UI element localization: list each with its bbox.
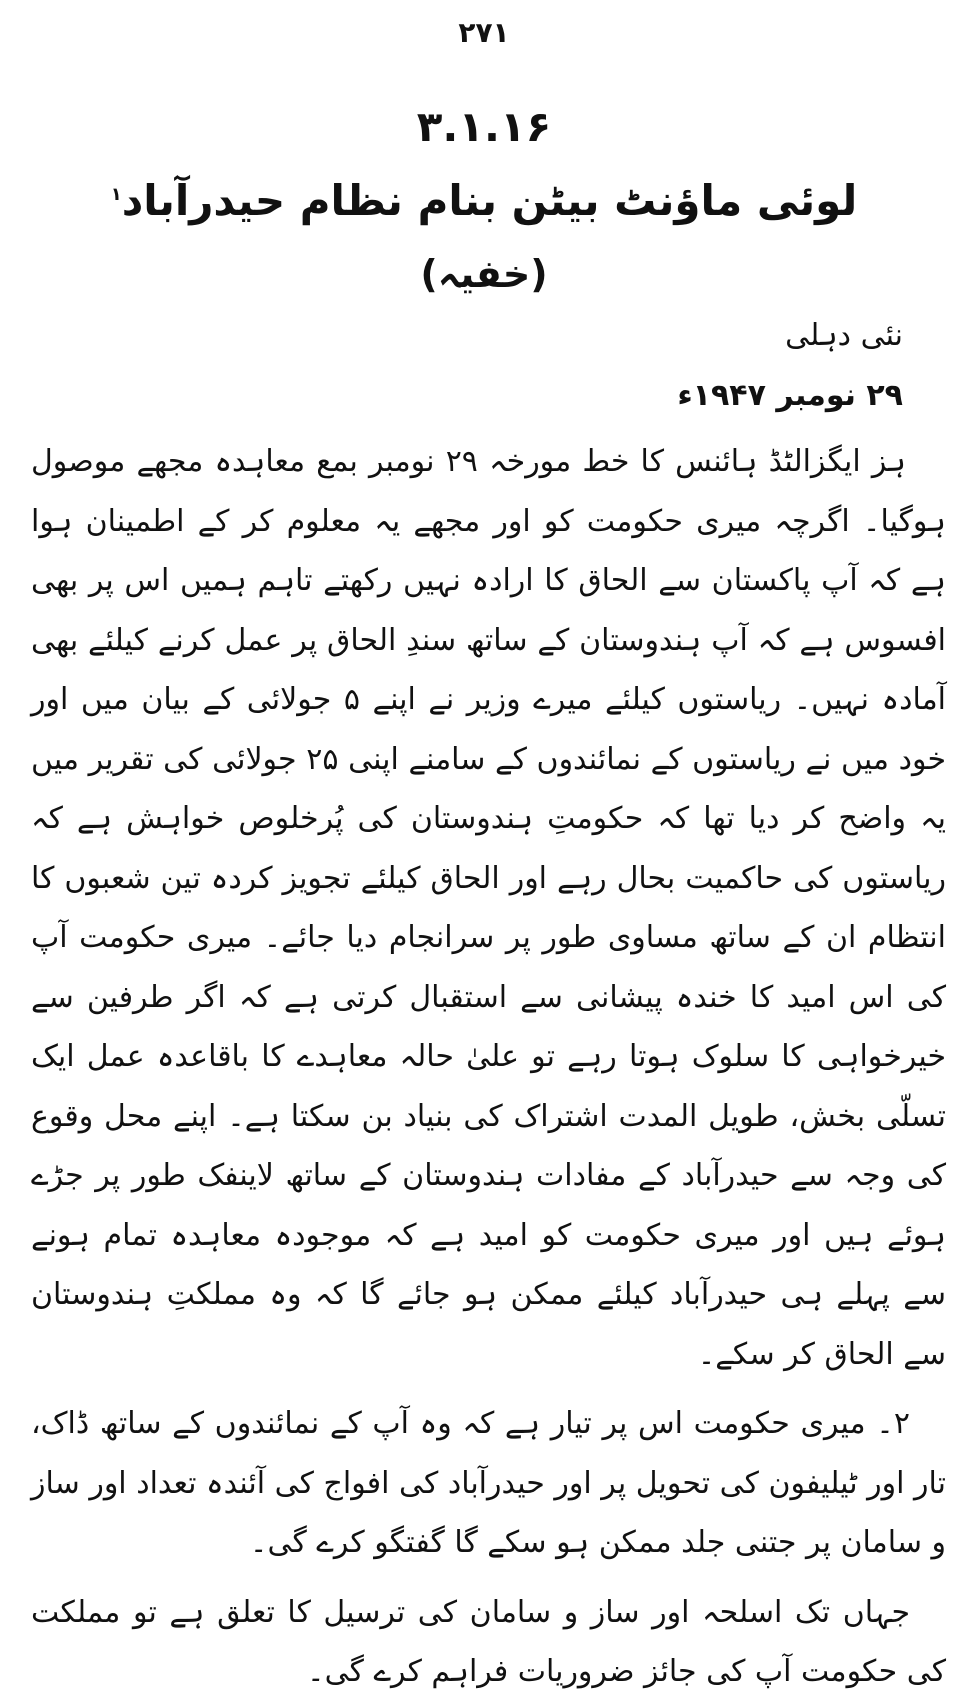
date-line: ۲۹ نومبر ۱۹۴۷ء: [677, 378, 903, 413]
paragraph-3: جہاں تک اسلحہ اور ساز و سامان کی ترسیل کا تعلق ہے تو مملکت کی حکومت آپ کی جائز ضروریات فراہم کرے گی۔: [31, 1594, 946, 1689]
classification-label: (خفیہ): [420, 252, 548, 296]
document-title-text: لوئی ماؤنٹ بیٹن بنام نظام حیدرآباد: [121, 176, 858, 225]
place-line: نئی دہلی: [785, 318, 903, 353]
paragraph-2: ۲۔ میری حکومت اس پر تیار ہے کہ وہ آپ کے نمائندوں کے ساتھ ڈاک، تار اور ٹیلیفون کی تحویل پر اور حیدرآباد کی افواج کی آئندہ تعداد اور ساز و سامان پر جتنی جلد ممکن ہو سکے گا گفتگو کرے گی۔: [31, 1406, 946, 1560]
page-number: ۲۷۱: [458, 16, 510, 49]
document-title: [0, 176, 968, 225]
title-footnote-marker: ۱: [110, 184, 122, 205]
document-number: ۳.۱.۱۶: [416, 102, 552, 151]
letter-body: [31, 432, 946, 1702]
paragraph-1: ہز ایگزالٹڈ ہائنس کا خط مورخہ ۲۹ نومبر بمع معاہدہ مجھے موصول ہوگیا۔ اگرچہ میری حکومت کو اور مجھے یہ معلوم کر کے اطمینان ہوا ہے کہ آپ پاکستان سے الحاق کا ارادہ نہیں رکھتے تاہم ہمیں اس پر بھی افسوس ہے کہ آپ ہندوستان کے ساتھ سندِ الحاق پر عمل کرنے کیلئے بھی آمادہ نہیں۔ ریاستوں کیلئے میرے وزیر نے اپنے ۵ جولائی کے بیان میں اور خود میں نے ریاستوں کے نمائندوں کے سامنے اپنی ۲۵ جولائی کی تقریر میں یہ واضح کر دیا تھا کہ حکومتِ ہندوستان کی پُرخلوص خواہش ہے کہ ریاستوں کی حاکمیت بحال رہے اور الحاق کیلئے تجویز کردہ تین شعبوں کا انتظام ان کے ساتھ مساوی طور پر سرانجام دیا جائے۔ میری حکومت آپ کی اس امید کا خندہ پیشانی سے استقبال کرتی ہے کہ اگر طرفین سے خیرخواہی کا سلوک ہوتا رہے تو علیٰ حالہ معاہدے کا باقاعدہ عمل ایک تسلّی بخش، طویل المدت اشتراک کی بنیاد بن سکتا ہے۔ اپنے محل وقوع کی وجہ سے حیدرآباد کے مفادات ہندوستان کے ساتھ لاینفک طور پر جڑے ہوئے ہیں اور میری حکومت کو امید ہے کہ موجودہ معاہدہ تمام ہونے سے پہلے ہی حیدرآباد کیلئے ممکن ہو جائے گا کہ وہ مملکتِ ہندوستان سے الحاق کر سکے۔: [31, 444, 947, 1372]
